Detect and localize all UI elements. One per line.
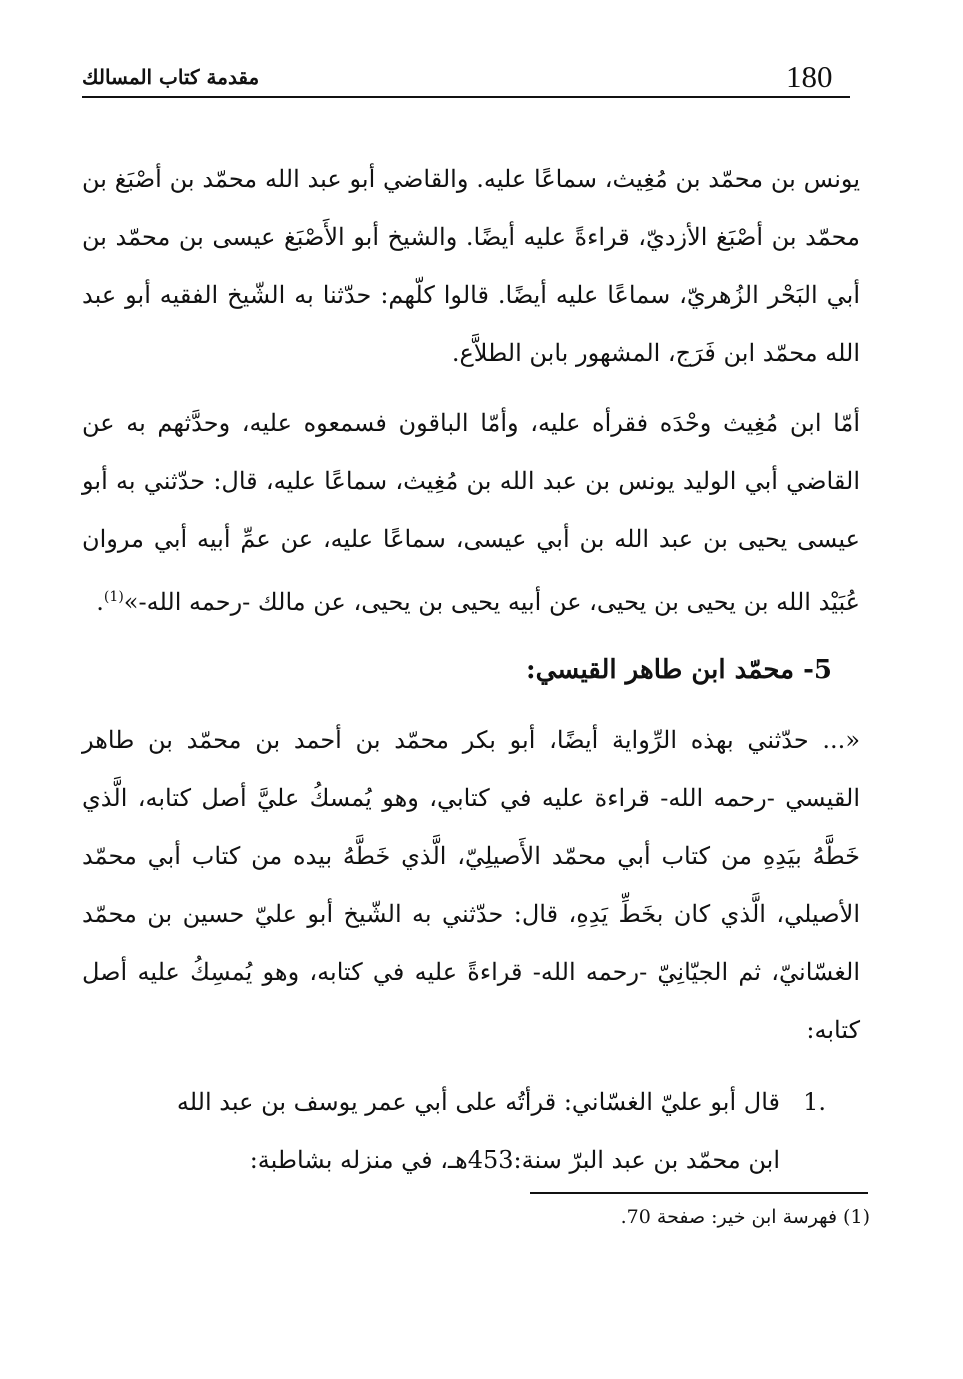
paragraph-1: يونس بن محمّد بن مُغِيث، سماعًا عليه. والقاضي أبو عبد الله محمّد بن أصْبَغ بن محمّد بن أصْبَغ الأزديّ، قراءةً عليه أيضًا. والشيخ أبو الأَصْبَغ عيسى بن محمّد بن أبي البَحْر الزُهريّ، سماعًا عليه أيضًا. قالوا كلّهم: حدّثنا به الشّيخ الفقيه أبو عبد الله محمّد ابن فَرَج، المشهور بابن الطلاَّع. <box>82 165 861 367</box>
page-header <box>82 55 850 97</box>
footnote-rule <box>530 1192 868 1194</box>
paragraph-2 <box>82 394 860 631</box>
footnote-area <box>530 1192 870 1228</box>
quote-paragraph: «... حدّثني بهذه الرِّواية أيضًا، أبو بكر محمّد بن أحمد بن محمّد بن طاهر القيسي -رحمه الله- قراءة عليه في كتابي، وهو يُمسكُ عليَّ أصل كتابه، الَّذي خَطَّهُ بيَدِهِ من كتاب أبي محمّد الأَصيلِيّ، الَّذي خَطَّهُ بيده من كتاب أبي محمّد الأصيلي، الَّذي كان بخَطِّ يَدِهِ، قال: حدّثني به الشّيخ أبو عليّ حسين بن محمّد الغسّانيّ، ثم الجيّانِيّ -رحمه الله- قراءةً عليه في كتابه، وهو يُمسِكُ عليه أصل كتابه: <box>82 726 860 1044</box>
footnote-1: (1) فهرسة ابن خير: صفحة 70. <box>620 1206 870 1228</box>
footnote-reference: (1) <box>103 589 124 605</box>
paragraph-2-end-period: . <box>96 588 104 616</box>
item-line-1: قال أبو عليّ الغسّاني: قرأتُه على أبي عمر يوسف بن عبد الله <box>176 1088 780 1116</box>
item-number: 1. <box>803 1088 826 1116</box>
header-rule <box>82 96 850 98</box>
page-number: 180 <box>786 59 833 94</box>
paragraph-2-text: أمّا ابن مُغِيث وحْدَه فقرأه عليه، وأمّا الباقون فسمعوه عليه، وحدَّثهم به عن القاضي أبي الوليد يونس بن عبد الله بن مُغِيث، سماعًا عليه، قال: حدّثني به أبو عيسى يحيى بن عبد الله بن أبي عيسى، سماعًا عليه، عن عمِّ أبيه أبي مروان عُبَيْد الله بن يحيى بن يحيى، عن أبيه يحيى بن يحيى، عن مالك -رحمه الله-» <box>82 409 860 616</box>
numbered-item-1 <box>82 1073 860 1189</box>
running-title: مقدمة كتاب المسالك <box>82 65 260 89</box>
body-text <box>82 150 860 1189</box>
item-line-2: ابن محمّد بن عبد البرّ سنة:453هـ، في منزله بشاطبة: <box>249 1146 780 1174</box>
section-heading: 5- محمّد ابن طاهر القيسي: <box>525 655 832 685</box>
